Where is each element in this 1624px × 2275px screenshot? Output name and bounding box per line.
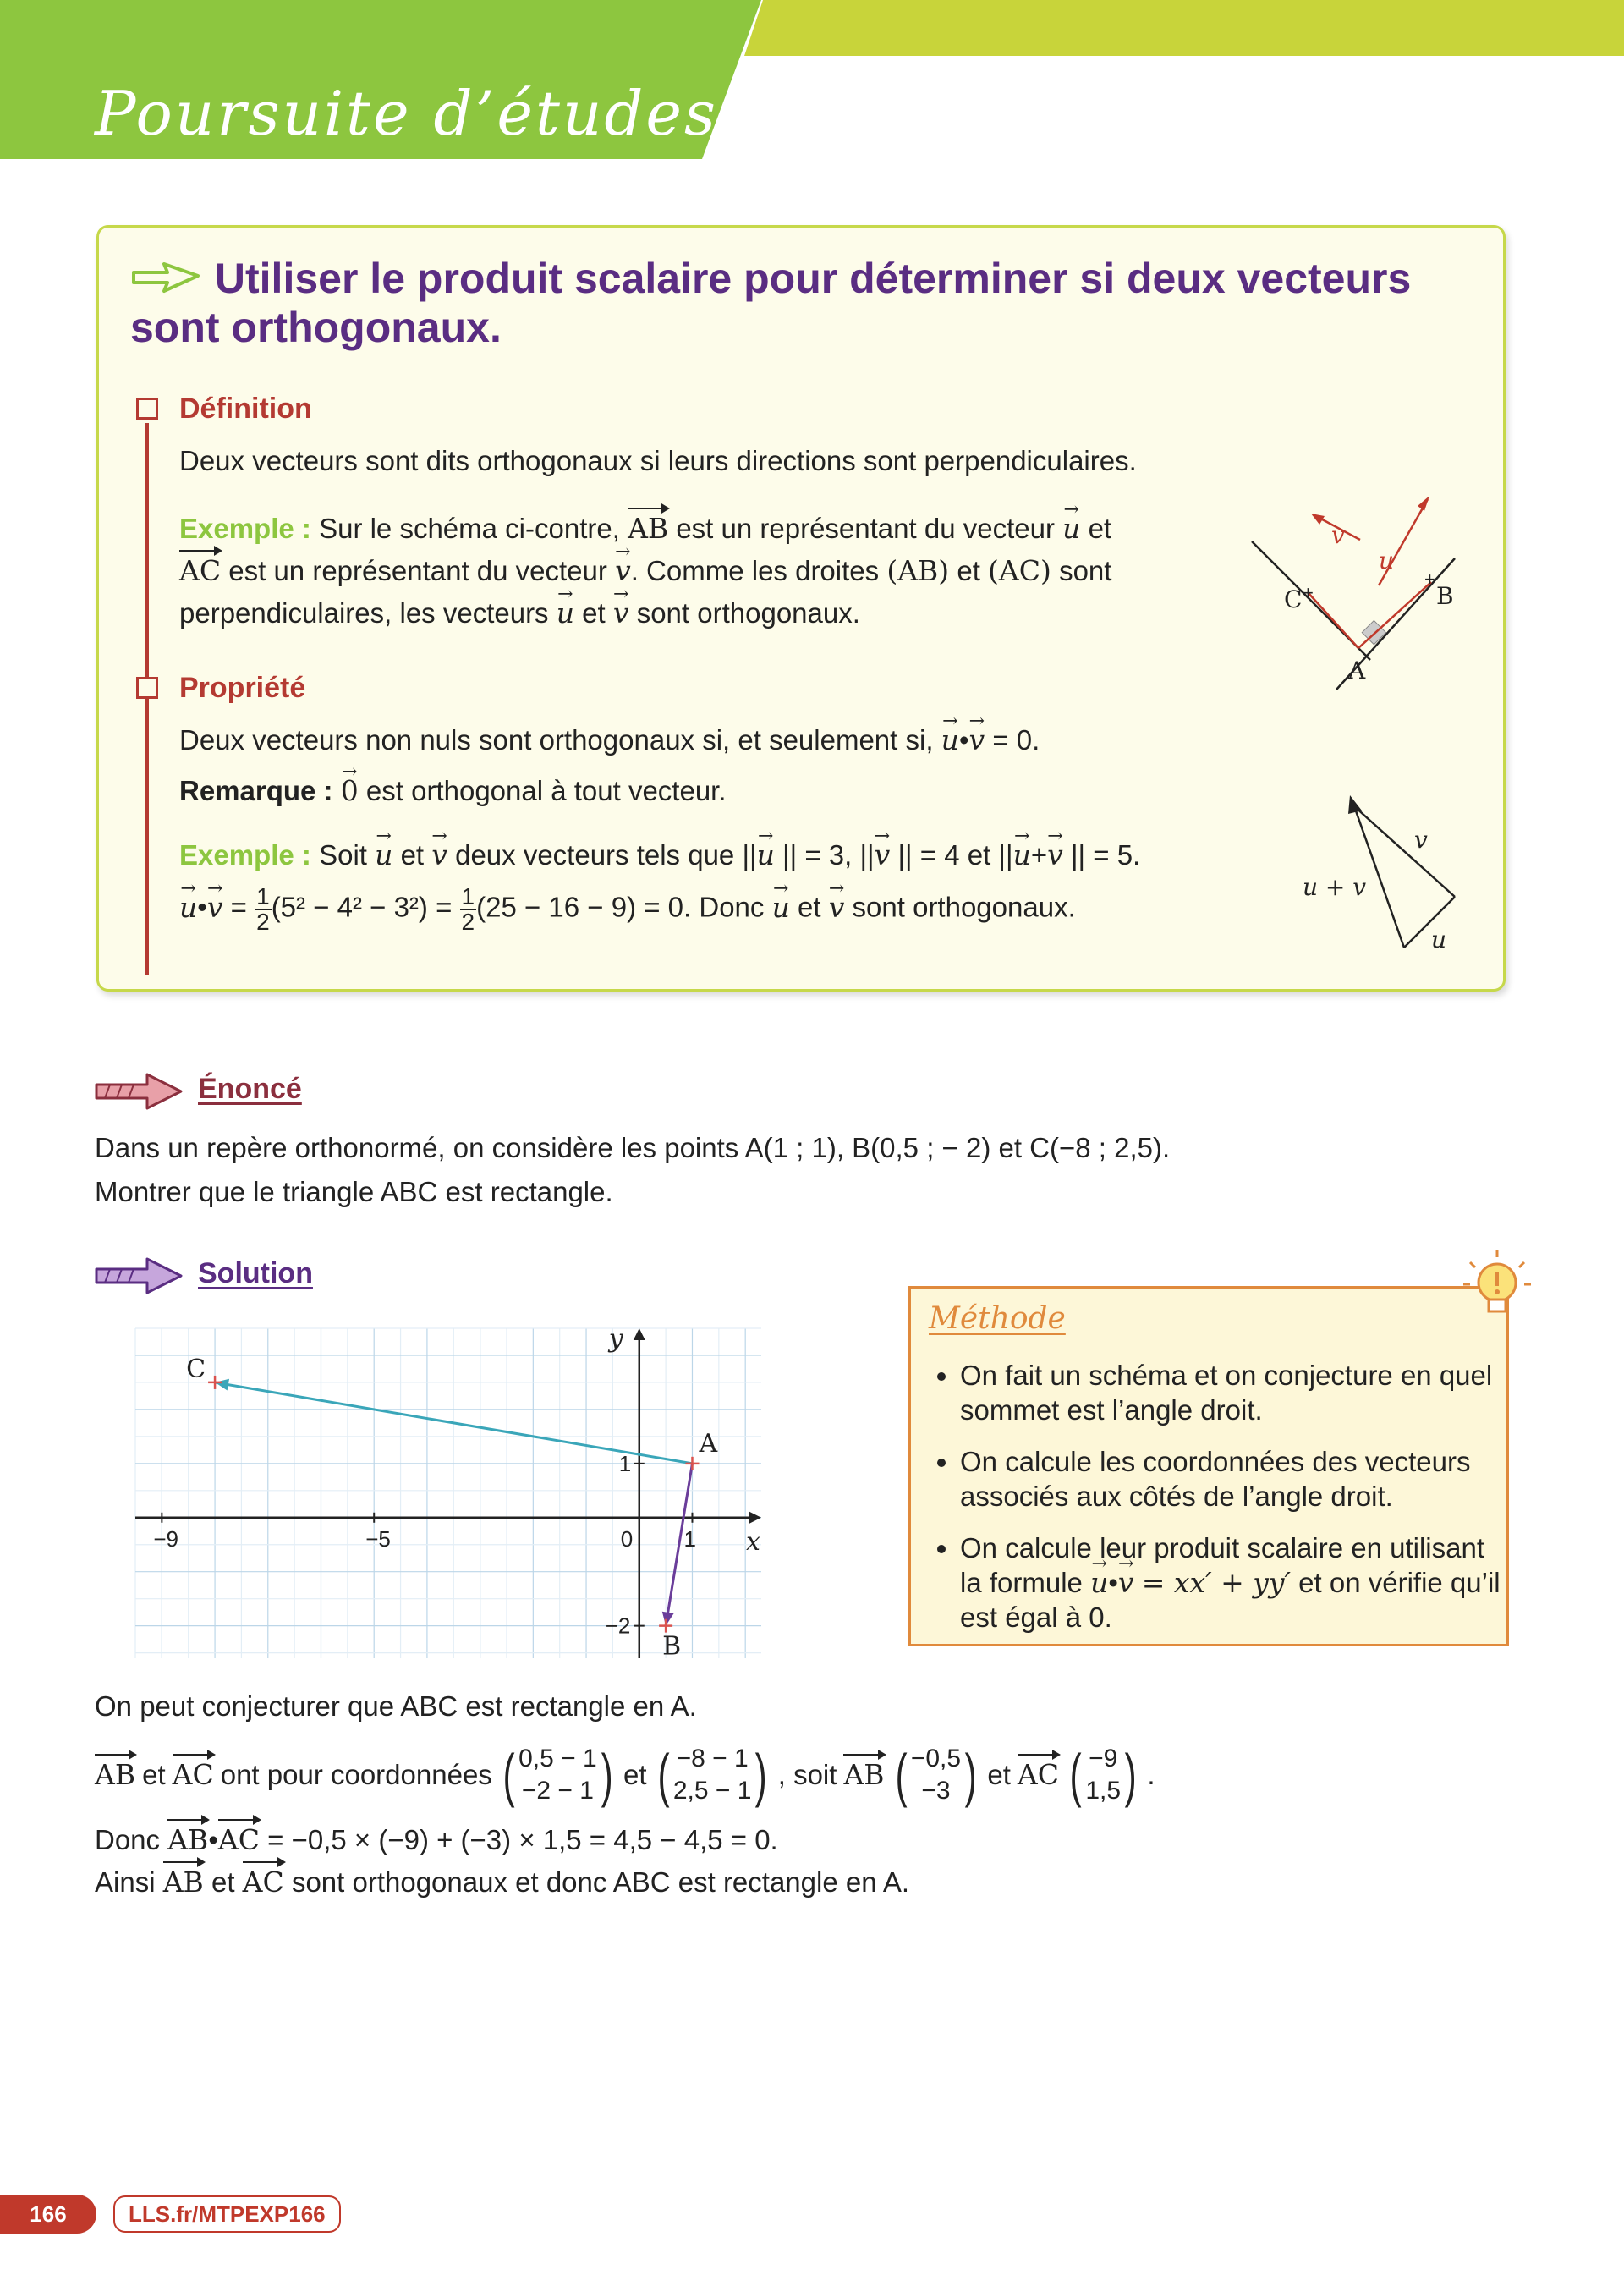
y-axis-label: y [608,1324,623,1354]
section-bar [145,423,149,975]
lls-link[interactable]: LLS.fr/MTPEXP166 [113,2195,341,2233]
card-title: Utiliser le produit scalaire pour déterminer si deux vecteurs sont orthogonaux. [130,255,1412,351]
conclusion-line3: Donc AB•AC = −0,5 × (−9) + (−3) × 1,5 = 4,5 − 4,5 = 0. [95,1819,778,1861]
point-label-A: A [699,1428,718,1459]
property-example: Exemple : Soit u → et v → deux vecteurs tels que ||u → || = 3, ||v → || = 4 et ||u →+v → || = 5. [179,834,1279,876]
x-axis-arrow [749,1512,761,1524]
property-heading: Propriété [179,672,306,704]
property-text: Deux vecteurs non nuls sont orthogonaux si, et seulement si, u →•v → = 0. [179,719,1040,761]
y-tick-label: −2 [605,1613,631,1639]
enonce-line2: Montrer que le triangle ABC est rectangle. [95,1176,613,1207]
definition-heading: Définition [179,393,312,425]
x-tick-label: 1 [683,1525,696,1552]
property-calculation: u →•v → = $\frac{1}{2}$ (5² − 4² − 3²) = $\frac{1}{2}$ (25 − 16 − 9) = 0. Donc u → et v → sont orthogonaux. [179,885,1279,934]
page-title: Poursuite d’études [95,78,718,149]
methode-item: • On calcule leur produit scalaire en utilisant la formule u →•v → = xx′ + yy′ et on vérifie qu’il est égal à 0. [960,1530,1501,1635]
vector-v-label: v [1414,826,1428,854]
checkbox-icon [136,398,158,420]
x-tick-label: −5 [365,1525,391,1552]
enonce-arrow-icon [93,1069,186,1113]
methode-box [908,1286,1509,1646]
lightbulb-icon [1457,1245,1538,1327]
svg-text:+: + [1303,582,1314,603]
point-label-A: A [1348,657,1366,684]
solution-arrow-icon [93,1254,186,1298]
definition-example: Exemple : Sur le schéma ci-contre, AB est un représentant du vecteur u → et AC est un représentant du vecteur v →. Comme les droites (AB) et (AC) sont perpendiculaires, les vecteurs u → et v → sont orthogonaux. [179,508,1194,635]
methode-item: • On fait un schéma et on conjecture en quel sommet est l’angle droit. [960,1358,1501,1427]
conclusion-line2: AB et AC ont pour coordonnées ( 0,5 − 1 −2 − 1 ) et ( −8 − 1 2,5 − 1 ) , soit AB ( −0,5 −3 ) et AC ( −9 1,5 ) . [95,1742,1155,1808]
point-label-B: B [662,1631,682,1662]
page-number: 166 [0,2195,96,2234]
x-tick-label: −9 [153,1525,179,1552]
vector-u-label: u [1431,926,1447,953]
vector-arrowhead [662,1612,674,1626]
orthogonal-vectors-diagram [1243,491,1472,694]
vector-v-label: v [1331,521,1345,549]
conclusion-line4: Ainsi AB et AC sont orthogonaux et donc ABC est rectangle en A. [95,1861,909,1904]
x-axis-label: x [746,1526,760,1557]
vector-sum-triangle-diagram [1294,795,1489,964]
enonce-label: Énoncé [198,1073,302,1105]
point-label-B: B [1436,582,1454,610]
solution-label: Solution [198,1257,313,1289]
definition-text: Deux vecteurs sont dits orthogonaux si leurs directions sont perpendiculaires. [179,445,1137,476]
coordinate-plot [118,1311,795,1675]
conclusion-line1: On peut conjecturer que ABC est rectangle en A. [95,1690,697,1722]
x-tick-label: 0 [620,1525,634,1552]
pointing-hand-icon [130,261,203,294]
remark: Remarque : 0 → est orthogonal à tout vecteur. [179,770,727,812]
methode-item: • On calcule les coordonnées des vecteurs associés aux côtés de l’angle droit. [960,1444,1501,1514]
header-accent-band [744,0,1624,56]
enonce-line1: Dans un repère orthonormé, on considère les points A(1 ; 1), B(0,5 ; − 2) et C(−8 ; 2,5). [95,1132,1171,1163]
point-label-C: C [186,1354,206,1384]
vector-sum-label: u + v [1303,873,1367,901]
point-label-C: C [1284,585,1303,613]
y-tick-label: 1 [618,1450,632,1476]
methode-title: Méthode [929,1301,1066,1336]
vector-u-label: u [1379,547,1395,574]
vector-arrowhead [215,1379,229,1391]
checkbox-icon [136,677,158,699]
y-axis-arrow [634,1328,645,1340]
svg-text:+: + [1424,569,1435,590]
